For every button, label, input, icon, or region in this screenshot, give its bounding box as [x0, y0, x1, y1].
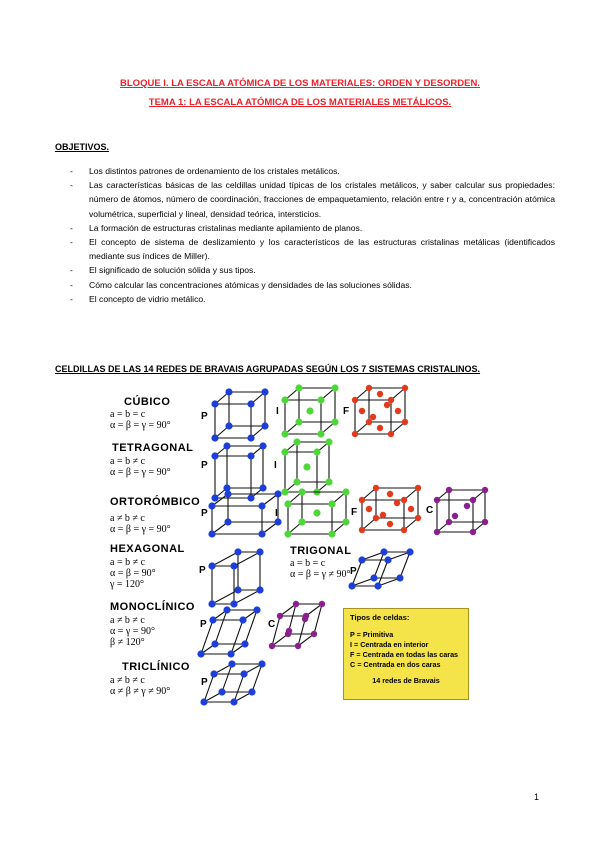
atom	[331, 418, 338, 425]
atom	[200, 698, 207, 705]
cell-letter-p: P	[201, 411, 208, 422]
bullet-dash: -	[70, 222, 73, 233]
atom	[394, 500, 400, 506]
legend-item: F = Centrada en todas las caras	[350, 650, 459, 659]
cell-letter-i: I	[276, 406, 279, 417]
atom	[348, 582, 355, 589]
atom	[208, 562, 215, 569]
atom	[384, 556, 391, 563]
system-name-tetragonal: TETRAGONAL	[112, 442, 194, 454]
atom	[396, 574, 403, 581]
atom	[395, 408, 401, 414]
atom	[281, 430, 288, 437]
cell-letter-i: I	[275, 508, 278, 519]
atom	[325, 438, 332, 445]
legend-item: C = Centrada en dos caras	[350, 660, 441, 669]
atom	[470, 497, 476, 503]
atom	[210, 670, 217, 677]
list-item: - Cómo calcular las concentraciones atómicas y densidades de las soluciones sólidas.	[55, 278, 555, 292]
list-item: - El concepto de sistema de deslizamiento y los característicos de las estructuras cristalinas metálicas (identificados mediante sus índices de Miller).	[70, 237, 555, 262]
atom	[274, 490, 281, 497]
atom	[295, 643, 301, 649]
system-params-cubic: a = b = c α = β = γ = 90°	[110, 409, 171, 431]
lattice-cell	[348, 548, 413, 589]
system-name-orthorhombic: ORTORÓMBICO	[110, 496, 201, 508]
legend-footer: 14 redes de Bravais	[372, 676, 440, 685]
atom	[208, 530, 215, 537]
atom	[328, 500, 335, 507]
atom	[406, 548, 413, 555]
list-item: - Los distintos patrones de ordenamiento de los cristales metálicos.	[55, 164, 555, 178]
atom	[225, 422, 232, 429]
atom	[197, 650, 204, 657]
atom	[209, 616, 216, 623]
bullet-dash: -	[70, 265, 73, 276]
atom	[359, 497, 365, 503]
atom	[366, 506, 372, 512]
atom	[298, 518, 305, 525]
lattice-cell	[197, 606, 260, 657]
atom	[239, 616, 246, 623]
bullet-dash: -	[70, 166, 73, 176]
atom	[227, 650, 234, 657]
lattice-cell	[211, 442, 266, 501]
system-params-tetragonal: a = b ≠ c α = β = γ = 90°	[110, 456, 171, 478]
atom	[286, 628, 292, 634]
lattice-cell	[359, 485, 421, 533]
atom	[248, 688, 255, 695]
list-item: - Las características básicas de las celdillas unidad típicas de los cristales metálicos, y saber calcular sus propiedades: número de átomos, número de coordinación, fracciones de empaquetamiento, relación entre r y a, concentración atómica volumétrica, superficial y lineal, densidad teórica, intersticios.	[70, 180, 555, 219]
cell-letter-p: P	[199, 565, 206, 576]
system-params-triclinic: a ≠ b ≠ c α ≠ β ≠ γ ≠ 90°	[110, 675, 171, 697]
lattice-cell	[211, 388, 268, 441]
atom	[313, 509, 320, 516]
atom	[374, 582, 381, 589]
atom	[402, 385, 408, 391]
atom	[482, 519, 488, 525]
atom	[259, 484, 266, 491]
topic-title: TEMA 1: LA ESCALA ATÓMICA DE LOS MATERIALES METÁLICOS.	[148, 97, 452, 108]
system-name-hexagonal: HEXAGONAL	[110, 543, 185, 555]
objectives-heading: OBJETIVOS.	[55, 142, 110, 152]
bullet-dash: -	[70, 180, 73, 191]
atom	[452, 513, 458, 519]
atom	[380, 548, 387, 555]
atom	[269, 643, 275, 649]
system-name-monoclinic: MONOCLÍNICO	[110, 601, 195, 613]
atom	[277, 613, 283, 619]
atom	[298, 488, 305, 495]
system-params-trigonal: a = b = c α = β = γ ≠ 90°	[290, 558, 351, 580]
atom	[313, 448, 320, 455]
atom	[302, 616, 308, 622]
atom	[224, 490, 231, 497]
lattice-cell	[284, 488, 349, 537]
atom	[228, 660, 235, 667]
atom	[218, 688, 225, 695]
cell-letter-p: P	[350, 566, 357, 577]
lattice-cell	[269, 601, 325, 649]
list-item: - El concepto de vidrio metálico.	[55, 292, 555, 306]
atom	[366, 419, 372, 425]
atom	[247, 494, 254, 501]
atom	[402, 419, 408, 425]
atom	[401, 527, 407, 533]
lattice-cell	[200, 660, 265, 705]
legend-title: Tipos de celdas:	[350, 613, 410, 622]
atom	[211, 640, 218, 647]
atom	[234, 586, 241, 593]
cell-letter-f: F	[343, 406, 350, 417]
atom	[295, 418, 302, 425]
atom	[281, 448, 288, 455]
system-params-orthorhombic: a ≠ b ≠ c α = β = γ = 90°	[110, 513, 171, 535]
cell-edge	[231, 620, 243, 654]
cell-letter-p: P	[201, 508, 208, 519]
atom	[223, 606, 230, 613]
atom	[380, 512, 386, 518]
atom	[387, 521, 393, 527]
atom	[470, 529, 476, 535]
atom	[281, 488, 288, 495]
atom	[256, 548, 263, 555]
atom	[208, 600, 215, 607]
atom	[317, 396, 324, 403]
atom	[311, 631, 317, 637]
cell-letter-p: P	[200, 619, 207, 630]
atom	[434, 497, 440, 503]
cell-edge	[201, 620, 213, 654]
block-title: BLOQUE I. LA ESCALA ATÓMICA DE LOS MATERIALES: ORDEN Y DESORDEN.	[120, 78, 480, 89]
atom	[328, 530, 335, 537]
atom	[211, 494, 218, 501]
atom	[281, 396, 288, 403]
atom	[293, 601, 299, 607]
cell-edge	[400, 552, 410, 578]
cell-letter-f: F	[351, 507, 358, 518]
atom	[253, 606, 260, 613]
atom	[211, 434, 218, 441]
atom	[293, 438, 300, 445]
atom	[373, 515, 379, 521]
atom	[241, 640, 248, 647]
system-params-monoclinic: a ≠ b ≠ c α = γ = 90° β ≠ 120°	[110, 615, 155, 648]
atom	[247, 452, 254, 459]
lattice-cell	[281, 438, 332, 495]
atom	[415, 515, 421, 521]
legend-item: I = Centrada en interior	[350, 640, 429, 649]
atom	[325, 478, 332, 485]
atom	[306, 407, 313, 414]
cell-letter-i: I	[274, 460, 277, 471]
atom	[388, 397, 394, 403]
atom	[482, 487, 488, 493]
atom	[370, 414, 376, 420]
system-name-triclinic: TRICLÍNICO	[122, 661, 190, 673]
atom	[230, 698, 237, 705]
atom	[342, 488, 349, 495]
atom	[342, 518, 349, 525]
system-name-trigonal: TRIGONAL	[290, 545, 352, 557]
list-item: - El significado de solución sólida y sus tipos.	[55, 263, 555, 277]
bullet-dash: -	[70, 293, 73, 304]
atom	[240, 670, 247, 677]
atom	[223, 442, 230, 449]
figure-heading: CELDILLAS DE LAS 14 REDES DE BRAVAIS AGRUPADAS SEGÚN LOS 7 SISTEMAS CRISTALINOS.	[55, 364, 481, 374]
cell-edge	[215, 610, 227, 644]
atom	[446, 487, 452, 493]
bullet-dash: -	[70, 237, 73, 248]
atom	[284, 530, 291, 537]
atom	[358, 556, 365, 563]
atom	[225, 388, 232, 395]
atom	[259, 442, 266, 449]
atom	[256, 586, 263, 593]
atom	[261, 388, 268, 395]
atom	[234, 548, 241, 555]
atom	[373, 485, 379, 491]
atom	[446, 519, 452, 525]
atom	[293, 478, 300, 485]
atom	[261, 422, 268, 429]
atom	[230, 600, 237, 607]
atom	[211, 400, 218, 407]
atom	[331, 384, 338, 391]
atom	[387, 491, 393, 497]
atom	[415, 485, 421, 491]
atom	[284, 500, 291, 507]
atom	[388, 431, 394, 437]
atom	[319, 601, 325, 607]
atom	[401, 497, 407, 503]
atom	[258, 660, 265, 667]
cell-letter-c: C	[268, 619, 276, 630]
atom	[247, 400, 254, 407]
cell-edge	[245, 610, 257, 644]
lattice-cell	[352, 385, 408, 437]
cell-types-legend	[343, 608, 469, 700]
atom	[247, 434, 254, 441]
lattice-cell	[281, 384, 338, 437]
atom	[370, 574, 377, 581]
cell-letter-p: P	[201, 460, 208, 471]
lattice-cell	[434, 487, 488, 535]
atom	[434, 529, 440, 535]
atom	[317, 430, 324, 437]
cell-edge	[352, 560, 362, 586]
atom	[303, 463, 310, 470]
list-item: - La formación de estructuras cristalinas mediante apilamiento de planos.	[55, 221, 555, 235]
atom	[359, 527, 365, 533]
cell-letter-c: C	[426, 505, 434, 516]
cell-letter-p: P	[201, 677, 208, 688]
atom	[208, 502, 215, 509]
system-params-hexagonal: a = b ≠ c α = β = 90° γ = 120°	[110, 557, 156, 590]
atom	[408, 506, 414, 512]
atom	[377, 425, 383, 431]
atom	[274, 518, 281, 525]
legend-item: P = Primitiva	[350, 630, 394, 639]
atom	[230, 562, 237, 569]
atom	[352, 397, 358, 403]
bullet-dash: -	[70, 279, 73, 290]
atom	[295, 384, 302, 391]
atom	[258, 530, 265, 537]
atom	[258, 502, 265, 509]
atom	[464, 503, 470, 509]
atom	[352, 431, 358, 437]
atom	[359, 408, 365, 414]
lattice-cell	[208, 548, 263, 607]
system-name-cubic: CÚBICO	[124, 396, 171, 408]
page-number: 1	[534, 792, 540, 802]
atom	[211, 452, 218, 459]
atom	[384, 402, 390, 408]
atom	[377, 391, 383, 397]
atom	[366, 385, 372, 391]
atom	[224, 518, 231, 525]
atom	[223, 484, 230, 491]
